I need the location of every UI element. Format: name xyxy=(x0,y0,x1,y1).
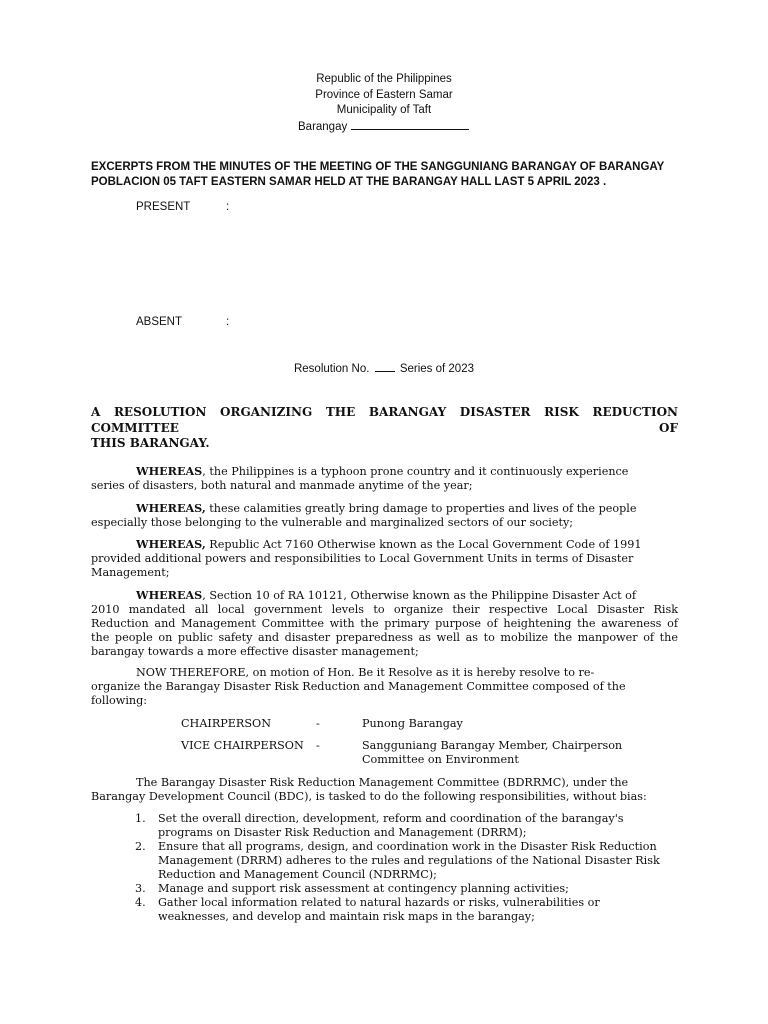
whereas-1-keyword: WHEREAS xyxy=(136,464,203,478)
now-therefore-line-2: organize the Barangay Disaster Risk Reduction and Management Committee composed of the xyxy=(91,680,626,693)
list-item-number: 4. xyxy=(135,896,146,909)
whereas-4-line-4: the people on public safety and disaster preparedness as well as to mobilize the manpower of the xyxy=(91,631,678,644)
header-province: Province of Eastern Samar xyxy=(315,88,453,101)
committee-member-vice-chairperson: Sangguniang Barangay Member, Chairperson xyxy=(362,739,623,752)
barangay-label: Barangay xyxy=(298,121,348,133)
committee-dash: - xyxy=(316,717,320,730)
letterhead xyxy=(0,72,768,119)
list-item xyxy=(135,840,680,882)
whereas-4-line-5: barangay towards a more effective disaster management; xyxy=(91,645,419,658)
present-label: PRESENT xyxy=(136,201,191,213)
resolution-prefix: Resolution No. xyxy=(293,363,370,375)
whereas-4-line-1: , Section 10 of RA 10121, Otherwise known as the Philippine Disaster Act of xyxy=(202,589,637,602)
list-item xyxy=(135,882,680,896)
committee-role-vice-chairperson: VICE CHAIRPERSON xyxy=(181,739,304,752)
present-colon: : xyxy=(226,201,230,213)
whereas-1-line-1: , the Philippines is a typhoon prone country and it continuously experience xyxy=(202,465,629,478)
whereas-2-line-2: especially those belonging to the vulnerable and marginalized sectors of our society; xyxy=(91,516,574,529)
resolution-blank-line xyxy=(375,361,395,372)
list-item-line: Ensure that all programs, design, and coordination work in the Disaster Risk Reduction xyxy=(158,840,657,853)
whereas-4-keyword: WHEREAS xyxy=(136,588,203,602)
excerpt-line-2: POBLACION 05 TAFT EASTERN SAMAR HELD AT THE BARANGAY HALL LAST 5 APRIL 2023 . xyxy=(91,176,607,188)
bdrrmc-paragraph xyxy=(91,776,678,804)
committee-member-chairperson: Punong Barangay xyxy=(362,717,463,730)
whereas-paragraph-4 xyxy=(91,588,678,659)
excerpt-line-1: EXCERPTS FROM THE MINUTES OF THE MEETING OF THE SANGGUNIANG BARANGAY OF BARANGAY xyxy=(91,161,665,173)
committee-member-vice-chairperson-line-2: Committee on Environment xyxy=(362,753,519,766)
bdrrmc-line-2: Barangay Development Council (BDC), is tasked to do the following responsibilities, without bias: xyxy=(91,790,647,803)
responsibilities-list xyxy=(135,812,680,924)
title-line-2: THIS BARANGAY. xyxy=(91,436,210,450)
now-therefore-line-1: NOW THEREFORE, on motion of Hon. Be it Resolve as it is hereby resolve to re- xyxy=(136,666,595,679)
resolution-number xyxy=(0,361,768,375)
resolution-suffix: Series of 2023 xyxy=(399,363,474,375)
list-item-line: programs on Disaster Risk Reduction and Management (DRRM); xyxy=(158,826,527,839)
bdrrmc-line-1: The Barangay Disaster Risk Reduction Management Committee (BDRRMC), under the xyxy=(136,776,629,789)
whereas-3-line-3: Management; xyxy=(91,566,170,579)
list-item-line: Management (DRRM) adheres to the rules and regulations of the National Disaster Risk xyxy=(158,854,660,867)
resolution-title xyxy=(91,405,678,452)
list-item-line: Gather local information related to natural hazards or risks, vulnerabilities or xyxy=(158,896,600,909)
whereas-3-line-1: Republic Act 7160 Otherwise known as the Local Government Code of 1991 xyxy=(205,538,642,551)
whereas-4-line-2: 2010 mandated all local government levels to organize their respective Local Disaster Risk xyxy=(91,603,678,616)
whereas-1-line-2: series of disasters, both natural and manmade anytime of the year; xyxy=(91,479,473,492)
whereas-3-keyword: WHEREAS, xyxy=(136,537,206,551)
whereas-2-keyword: WHEREAS, xyxy=(136,501,206,515)
barangay-blank-line xyxy=(351,118,469,130)
list-item-number: 2. xyxy=(135,840,146,853)
header-barangay xyxy=(298,118,469,133)
list-item-line: Reduction and Management Council (NDRRMC); xyxy=(158,868,437,881)
list-item-line: Set the overall direction, development, reform and coordination of the barangay's xyxy=(158,812,624,825)
list-item-number: 3. xyxy=(135,882,146,895)
header-republic: Republic of the Philippines xyxy=(316,73,452,85)
committee-dash: - xyxy=(316,739,320,752)
whereas-paragraph-1 xyxy=(91,464,678,493)
absent-colon: : xyxy=(226,316,230,328)
list-item xyxy=(135,812,680,840)
now-therefore-line-3: following: xyxy=(91,694,148,707)
list-item-number: 1. xyxy=(135,812,146,825)
now-therefore-paragraph xyxy=(91,666,678,708)
header-municipality: Municipality of Taft xyxy=(336,104,432,116)
whereas-paragraph-3 xyxy=(91,537,678,580)
absent-label: ABSENT xyxy=(136,316,183,328)
present-row xyxy=(136,201,230,213)
absent-row xyxy=(136,316,230,328)
list-item-line: weaknesses, and develop and maintain risk maps in the barangay; xyxy=(158,910,535,923)
excerpt-heading xyxy=(91,160,681,190)
list-item-line: Manage and support risk assessment at contingency planning activities; xyxy=(158,882,569,895)
whereas-4-line-3: Reduction and Management Committee with the primary purpose of heightening the awareness of xyxy=(91,617,678,630)
list-item xyxy=(135,896,680,924)
title-line-1: A RESOLUTION ORGANIZING THE BARANGAY DISASTER RISK REDUCTION COMMITTEE OF xyxy=(91,405,678,435)
whereas-3-line-2: provided additional powers and responsibilities to Local Government Units in terms of Disaster xyxy=(91,552,634,565)
whereas-2-line-1: these calamities greatly bring damage to properties and lives of the people xyxy=(205,502,637,515)
whereas-paragraph-2 xyxy=(91,501,678,530)
committee-role-chairperson: CHAIRPERSON xyxy=(181,717,271,730)
